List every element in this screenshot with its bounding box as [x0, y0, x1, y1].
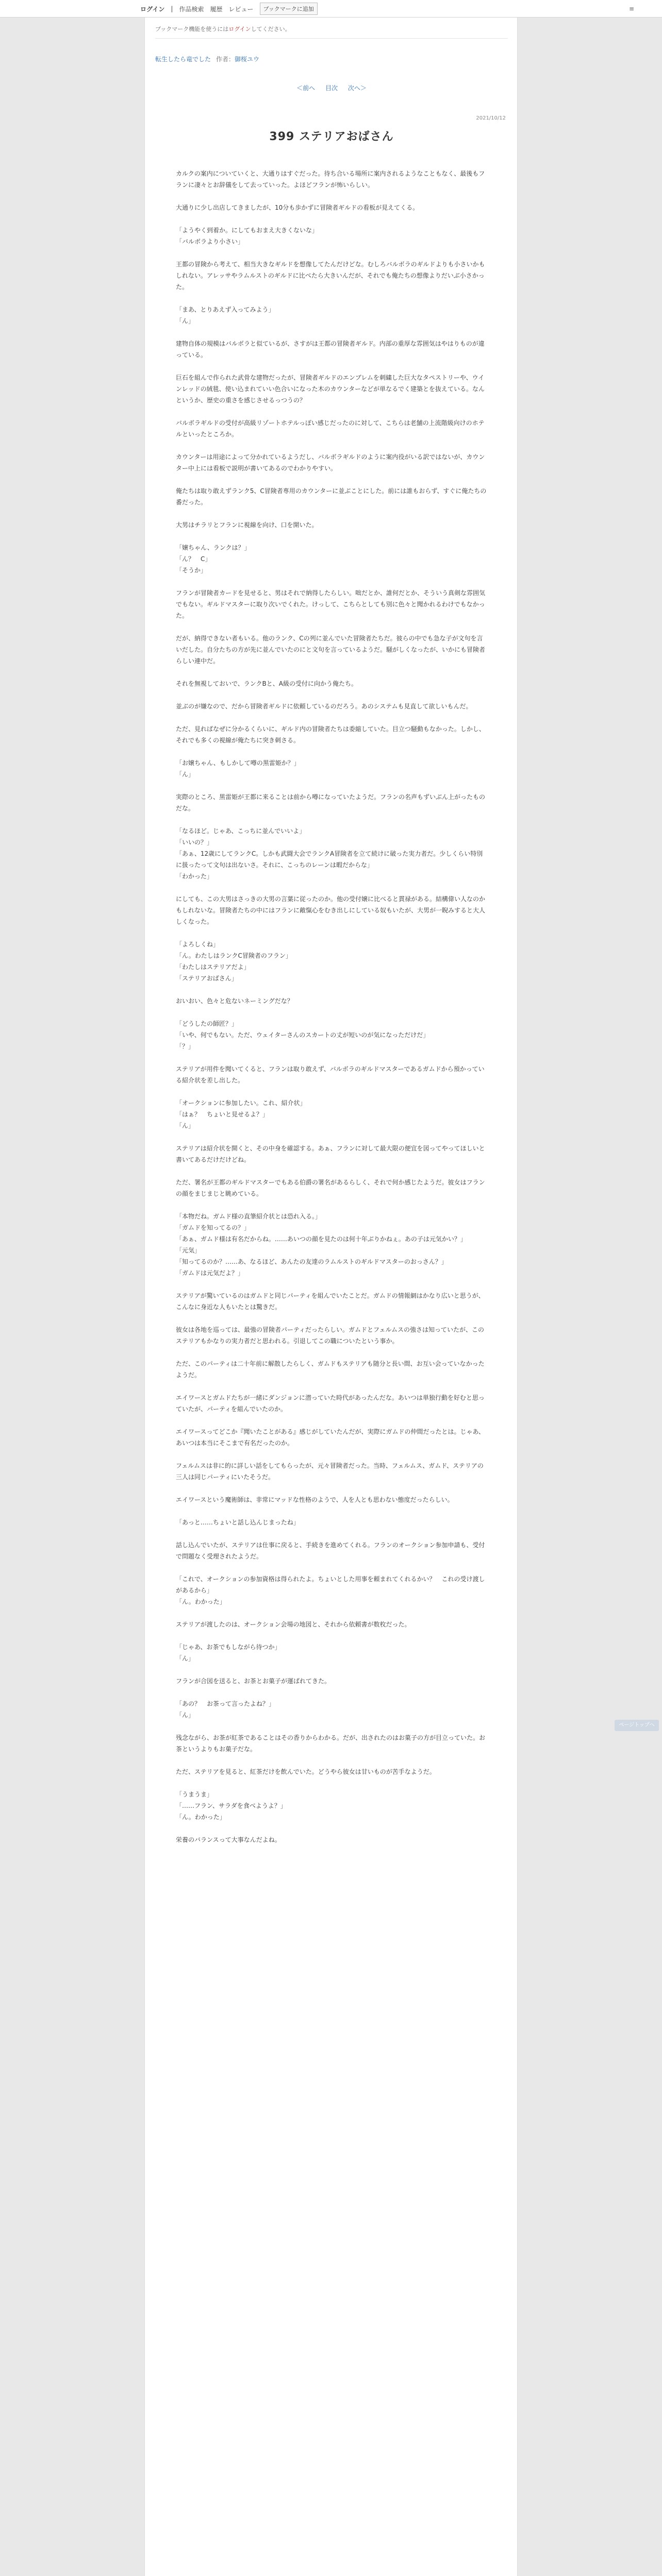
body-paragraph: 建物自体の規模はバルボラと似ているが、さすがは王都の冒険者ギルド。内部の重厚な雰囲気はやはりものが違っている。	[176, 340, 485, 359]
body-paragraph: おいおい、色々と危ないネーミングだな？	[176, 997, 293, 1005]
bookmark-login-notice	[155, 25, 291, 33]
nav-history[interactable]: 履歴	[210, 5, 223, 13]
episode-body	[176, 168, 487, 1857]
breadcrumb	[155, 55, 259, 63]
global-nav-bar	[0, 0, 662, 18]
page-top-button[interactable]: ページトップへ	[615, 1720, 659, 1731]
notice-prefix: ブックマーク機能を使うには	[155, 26, 229, 32]
body-paragraph: バルボラギルドの受付が高級リゾートホテルっぽい感じだったのに対して、こちらは老舗の上流階級向けのホテルといったところか。	[176, 419, 485, 438]
body-paragraph: ステリアは紹介状を開くと、その中身を確認する。あぁ、フランに対して最大限の便宜を図ってやってほしいと書いてあるだけだけどね。	[176, 1145, 485, 1163]
body-paragraph: 「オークションに参加したい。これ、紹介状」 「はぁ？ ちょいと見せるよ？」 「ん」	[176, 1099, 306, 1129]
body-paragraph: ステリアが渡したのは、オークション会場の地図と、それから依頼書が数枚だった。	[176, 1621, 411, 1628]
divider	[155, 38, 508, 39]
body-paragraph: 「本物だね。ガムド様の直筆紹介状とは恐れ入る。」 「ガムドを知ってるの？」 「あぁ、ガムド様は有名だからね。……あいつの顔を見たのは何十年ぶりかねぇ。あの子は元気かい？」 「元気」 「知ってるのか？……あ、なるほど、あんたの友達のラムルストのギルドマスターのおっさん？」 「ガムドは元気だよ？」	[176, 1213, 467, 1277]
series-title-link[interactable]: 転生したら竜でした	[155, 56, 211, 63]
notice-login-link[interactable]: ログイン	[228, 26, 251, 32]
body-paragraph: ただ、署名が王都のギルドマスターでもある伯爵の署名があるらしく、それで何か感じたようだ。彼女はフランの顔をまじまじと眺めている。	[176, 1179, 485, 1197]
episode-title: 399 ステリアおばさん	[269, 130, 394, 143]
body-paragraph: 大男はチラリとフランに視線を向け、口を開いた。	[176, 521, 318, 529]
body-paragraph: 「じゃあ、お茶でもしながら待つか」 「ん」	[176, 1643, 281, 1662]
login-link[interactable]: ログイン	[140, 5, 165, 13]
body-paragraph: ただ、ステリアを見ると、紅茶だけを飲んでいた。どうやら彼女は甘いものが苦手なようだ。	[176, 1768, 436, 1775]
body-paragraph: 「うまうま」 「……フラン、サラダを食べようよ？」 「ん。わかった」	[176, 1791, 287, 1821]
body-paragraph: 残念ながら、お茶が紅茶であることはその香りからわかる。だが、出されたのはお菓子の方が目立っていた。お茶というよりもお菓子だな。	[176, 1734, 486, 1753]
body-paragraph: 「嬢ちゃん、ランクは？」 「ん？ C」 「そうか」	[176, 544, 251, 574]
author-label-text: 作者：	[216, 56, 235, 63]
body-paragraph: 「なるほど。じゃあ、こっちに並んでいいよ」 「いいの？」 「あぁ、12歳にしてランクC。しかも武闘大会でランクA冒険者を立て続けに破った実力者だ。少しくらい特別に扱ったって文句は出ないさ。それに、こっちのレーンは暇だからな」 「わかった」	[176, 827, 483, 880]
body-paragraph: 並ぶのが嫌なので、だから冒険者ギルドに依頼しているのだろう。あのシステムも見直して欲しいもんだ。	[176, 703, 472, 710]
body-paragraph: だが、納得できない者もいる。他のランク、Cの列に並んでいた冒険者たちだ。彼らの中でも急な子が文句を言いだした。自分たちの方が先に並んでいたのにと文句を言っているようだ。騒がしくなったが、いかにも冒険者らしい連中だ。	[176, 635, 486, 665]
pager-top	[145, 83, 518, 92]
menu-icon[interactable]: ≡	[629, 5, 635, 12]
global-nav-left	[140, 0, 318, 18]
body-paragraph: ただ、このパーティは二十年前に解散したらしく、ガムドもステリアも随分と長い間、お互い会っていなかったようだ。	[176, 1360, 485, 1379]
body-paragraph: ステリアが用件を聞いてくると、フランは取り敢えず、バルボラのギルドマスターであるガムドから預かっている紹介状を差し出した。	[176, 1065, 485, 1084]
body-paragraph: 大通りに少し出店してきましたが、10分も歩かずに冒険者ギルドの看板が見えてくる。	[176, 204, 419, 211]
body-paragraph: フェルムスは非に的に詳しい話をしてもらったが、元々冒険者だった。当時、フェルムス、ガムド、ステリアの三人は同じパーティにいたそうだ。	[176, 1462, 484, 1481]
nav-separator: |	[171, 5, 173, 12]
body-paragraph: 彼女は各地を巡っては、最強の冒険者パーティだったらしい。ガムドとフェルムスの強さは知っていたが、このステリアもかなりの実力者だと思われる。引退してこの職についたという事か。	[176, 1326, 484, 1345]
body-paragraph: カウンターは用途によって分かれているようだし、バルボラギルドのように案内役がいる訳ではないが、カウンター中上には看板で説明が書いてあるのでわかりやすい。	[176, 453, 485, 472]
body-paragraph: ただ、見ればなぜに分かるくらいに、ギルド内の冒険者たちは委縮していた。目立つ騒動もなかった。しかし、それでも多くの視線が俺たちに突き刺さる。	[176, 725, 485, 744]
body-paragraph: フランが合図を送ると、お茶とお菓子が運ばれてきた。	[176, 1677, 331, 1685]
body-paragraph: 「ようやく到着か。にしてもおまえ大きくないな」 「バルボラより小さい」	[176, 227, 319, 245]
body-paragraph: 「お嬢ちゃん、もしかして噂の黒雷姫か？」 「ん」	[176, 759, 300, 778]
next-episode-link[interactable]: 次へ＞	[347, 84, 367, 92]
bookmark-add-box[interactable]: ブックマークに追加	[260, 3, 318, 15]
author-label	[216, 55, 259, 63]
prev-episode-link[interactable]: ＜前へ	[296, 84, 316, 92]
body-paragraph: 実際のところ、黒雷姫が王都に来ることは前から噂になっていたようだ。フランの名声もずいぶん上がったものだな。	[176, 793, 486, 812]
body-paragraph: それを無視しておいで、ランクBと、A級の受付に向かう俺たち。	[176, 680, 357, 687]
body-paragraph: エイワースという魔術師は、非常にマッドな性格のようで、人を人とも思わない態度だったらしい。	[176, 1496, 454, 1503]
body-paragraph: にしても、この大男はさっきの大男の言葉に従ったのか。他の受付嬢に比べると貫禄がある。結構偉い人なのかもしれないな。冒険者たちの中にはフランに敵愾心をむき出しにしている奴もいたが、大男が一睨みすると大人しくなった。	[176, 895, 486, 925]
body-paragraph: 栄養のバランスって大事なんだよね。	[176, 1836, 281, 1843]
main-column	[144, 18, 518, 2576]
episode-date: 2021/10/12	[476, 115, 506, 121]
body-paragraph: 「どうしたの師匠？」 「いや、何でもない。ただ、ウェイターさんのスカートの丈が短いのが気になっただけだ」 「？」	[176, 1020, 429, 1050]
body-paragraph: フランが冒険者カードを見せると、男はそれで納得したらしい。咄だとか、誰何だとか、そういう真剣な雰囲気でもない。ギルドマスターに取り次いでくれた。けっして、こちらとしても別に色々と聞かれるわけでもなかった。	[176, 589, 486, 619]
nav-search-works[interactable]: 作品検索	[179, 5, 204, 13]
body-paragraph: 話し込んでいたが、ステリアは仕事に戻ると、手続きを進めてくれる。フランのオークション参加申請も、受付で問題なく受理されたようだ。	[176, 1541, 485, 1560]
body-paragraph: 俺たちは取り敢えずランク5、C冒険者専用のカウンターに並ぶことにした。前には誰もおらず、すぐに俺たちの番だった。	[176, 487, 487, 506]
body-paragraph: エイワースってどこか『聞いたことがある』感じがしていたんだが、実際にガムドの仲間だったとは。じゃあ、あいつは本当にそこまで有名だったのか。	[176, 1428, 485, 1447]
body-paragraph: 「よろしくね」 「ん。わたしはランクC冒険者のフラン」 「わたしはステリアだよ」 「ステリアおばさん」	[176, 941, 292, 982]
body-paragraph: 「これで、オークションの参加資格は得られたよ。ちょいとした用事を頼まれてくれるかい？ これの受け渡しがあるから」 「ん。わかった」	[176, 1575, 485, 1605]
body-paragraph: カルクの案内についていくと、大通りはすぐだった。待ち合いる場所に案内されるようなこともなく、最後もフランに凄々とお辞儀をして去っていった。よほどフランが怖いらしい。	[176, 170, 485, 189]
body-paragraph: 王都の冒険から考えて、相当大きなギルドを想像してたんだけどな。むしろバルボラのギルドよりも小さいかもしれない。アレッサやラムルストのギルドに比べたら大きいんだが、それでも俺たちの想像よりだいぶ小さかった。	[176, 261, 485, 291]
body-paragraph: 巨石を組んで作られた武骨な建物だったが、冒険者ギルドのエンブレムを刺繍した巨大なタペストリーや、ウインレッドの絨毯、使い込まれていい色合いになった木のカウンターなどが単なるでく建築とを抜えている。なんというか、歴史の重さを感じさせるっつうの？	[176, 374, 485, 404]
body-paragraph: ステリアが驚いているのはガムドと同じパーティを組んでいたことだ。ガムドの情報網はかなり広いと思うが、こんなに身近な人もいたとは驚きだ。	[176, 1292, 485, 1311]
author-link[interactable]: 御桜ユウ	[235, 56, 260, 63]
body-paragraph: 「あの？ お茶って言ったよね？」 「ん」	[176, 1700, 275, 1719]
body-paragraph: 「まあ、とりあえず入ってみよう」 「ん」	[176, 306, 275, 325]
index-link[interactable]: 目次	[325, 84, 338, 92]
body-paragraph: 「あっと……ちょいと話し込んじまったね」	[176, 1519, 300, 1526]
body-paragraph: エイワースとガムドたちが一緒にダンジョンに潜っていた時代があったんだな。あいつは単独行動を好むと思っていたが、パーティを組んでいたのか。	[176, 1394, 485, 1413]
notice-suffix: してください。	[251, 26, 291, 32]
nav-review[interactable]: レビュー	[228, 5, 254, 13]
